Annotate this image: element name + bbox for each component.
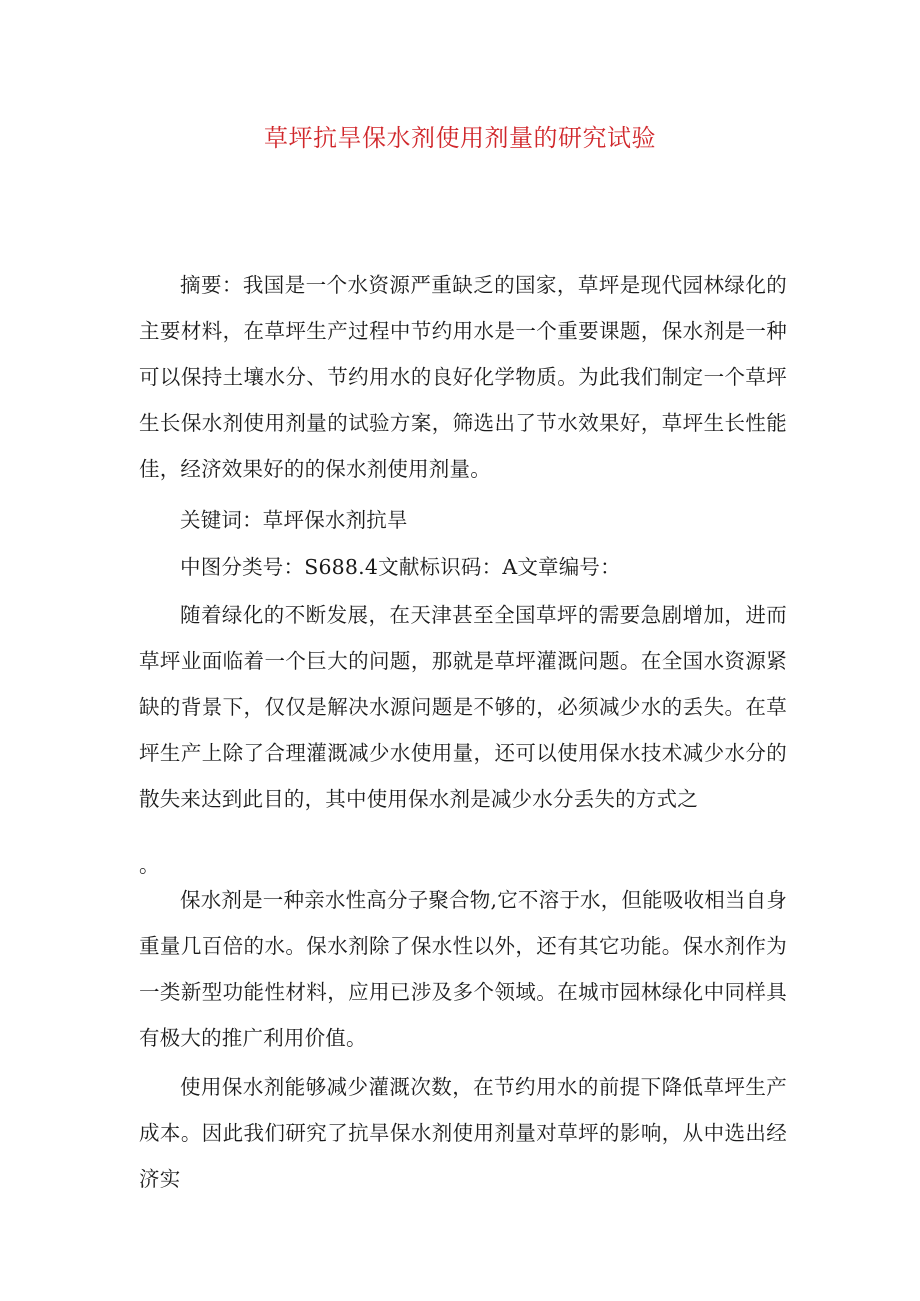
abstract-block: [139, 262, 787, 492]
paragraph-2-block: [139, 877, 787, 1061]
intro-block: [139, 592, 787, 822]
paragraph-3-block: [139, 1064, 787, 1202]
intro-paragraph: 随着绿化的不断发展，在天津甚至全国草坪的需要急剧增加，进而草坪业面临着一个巨大的问题，那就是草坪灌溉问题。在全国水资源紧缺的背景下，仅仅是解决水源问题是不够的，必须减少水的丢失。在草坪生产上除了合理灌溉减少水使用量，还可以使用保水技术减少水分的散失来达到此目的，其中使用保水剂是减少水分丢失的方式之: [139, 603, 787, 811]
document-title: 草坪抗旱保水剂使用剂量的研究试验: [264, 124, 656, 152]
classification-line: 中图分类号：S688.4文献标识码：A文章编号：: [180, 555, 621, 579]
orphan-punctuation: 。: [139, 853, 160, 877]
keywords-line: 关键词：草坪保水剂抗旱: [180, 508, 408, 532]
classification-block: [139, 544, 787, 590]
paragraph-2: 保水剂是一种亲水性高分子聚合物,它不溶于水，但能吸收相当自身重量几百倍的水。保水剂除了保水性以外，还有其它功能。保水剂作为一类新型功能性材料，应用已涉及多个领域。在城市园林绿化中同样具有极大的推广利用价值。: [139, 888, 788, 1050]
abstract-paragraph: 摘要：我国是一个水资源严重缺乏的国家，草坪是现代园林绿化的主要材料，在草坪生产过程中节约用水是一个重要课题，保水剂是一种可以保持土壤水分、节约用水的良好化学物质。为此我们制定一个草坪生长保水剂使用剂量的试验方案，筛选出了节水效果好，草坪生长性能佳，经济效果好的的保水剂使用剂量。: [139, 273, 787, 481]
paragraph-3: 使用保水剂能够减少灌溉次数，在节约用水的前提下降低草坪生产成本。因此我们研究了抗旱保水剂使用剂量对草坪的影响，从中选出经济实: [139, 1075, 787, 1191]
keywords-block: [139, 497, 787, 543]
